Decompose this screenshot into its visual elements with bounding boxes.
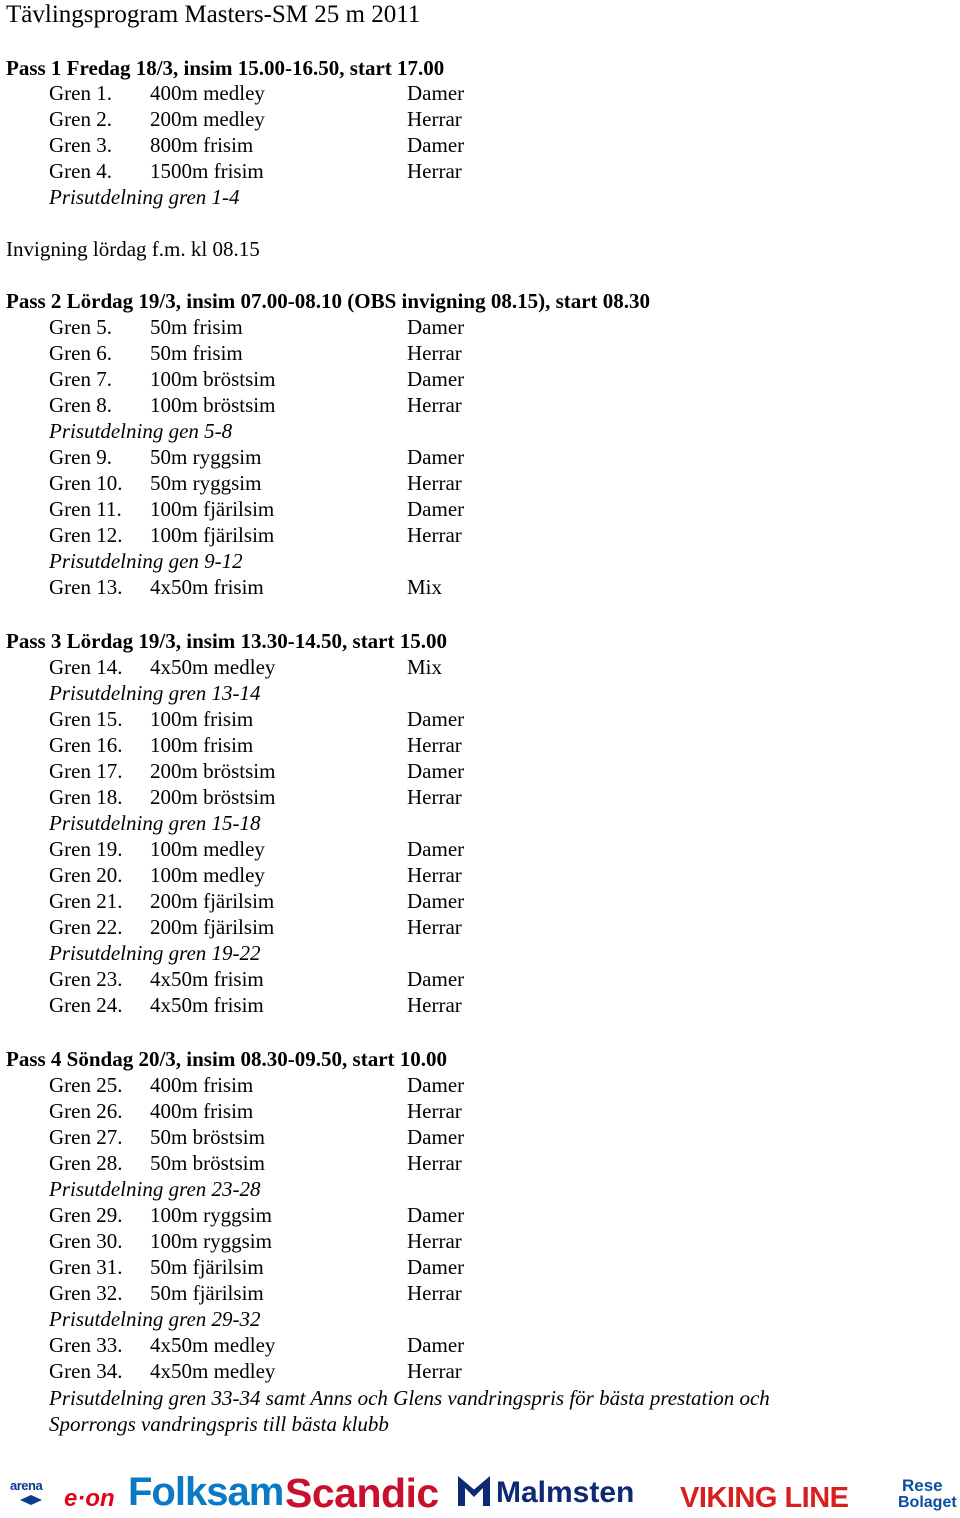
- event-number: Gren 31.: [49, 1255, 123, 1279]
- event-row: [0, 314, 960, 340]
- event-name: 50m bröstsim: [150, 1125, 265, 1149]
- event-number: Gren 25.: [49, 1073, 123, 1097]
- event-row: [0, 574, 960, 600]
- event-number: Gren 34.: [49, 1359, 123, 1383]
- event-category: Damer: [407, 315, 465, 339]
- event-row: [0, 654, 960, 680]
- eon-logo: e·on: [64, 1485, 115, 1512]
- event-number: Gren 11.: [49, 497, 122, 521]
- sponsor-logos: [0, 1470, 960, 1518]
- event-row: [0, 392, 960, 418]
- event-number: Gren 33.: [49, 1333, 123, 1357]
- event-number: Gren 3.: [49, 133, 112, 157]
- event-name: 4x50m frisim: [150, 575, 264, 599]
- event-number: Gren 5.: [49, 315, 112, 339]
- event-category: Damer: [407, 889, 465, 913]
- session-heading: [0, 1046, 960, 1072]
- event-name: 1500m frisim: [150, 159, 264, 183]
- award-text: Prisutdelning gren 23-28: [49, 1177, 261, 1201]
- event-number: Gren 26.: [49, 1099, 123, 1123]
- arena-diamond-icon: [20, 1495, 42, 1505]
- award-ceremony-line: [0, 810, 960, 836]
- event-number: Gren 16.: [49, 733, 123, 757]
- event-name: 100m medley: [150, 837, 265, 861]
- event-name: 4x50m medley: [150, 1333, 276, 1357]
- event-number: Gren 9.: [49, 445, 112, 469]
- heading-text: Pass 2 Lördag 19/3, insim 07.00-08.10 (OBS invigning 08.15), start 08.30: [6, 289, 651, 313]
- event-category: Damer: [407, 1125, 465, 1149]
- event-row: [0, 1124, 960, 1150]
- event-category: Mix: [407, 655, 443, 679]
- event-number: Gren 28.: [49, 1151, 123, 1175]
- malmsten-m-icon: [458, 1476, 490, 1506]
- event-row: [0, 914, 960, 940]
- event-name: 200m fjärilsim: [150, 915, 275, 939]
- event-category: Herrar: [407, 471, 462, 495]
- event-number: Gren 18.: [49, 785, 123, 809]
- event-number: Gren 32.: [49, 1281, 123, 1305]
- award-ceremony-line: [0, 680, 960, 706]
- event-number: Gren 4.: [49, 159, 112, 183]
- event-row: [0, 862, 960, 888]
- event-number: Gren 14.: [49, 655, 123, 679]
- event-number: Gren 12.: [49, 523, 123, 547]
- event-name: 200m fjärilsim: [150, 889, 275, 913]
- event-category: Damer: [407, 707, 465, 731]
- event-number: Gren 20.: [49, 863, 123, 887]
- event-category: Damer: [407, 759, 465, 783]
- event-row: [0, 1202, 960, 1228]
- event-category: Damer: [407, 1073, 465, 1097]
- heading-text: Pass 4 Söndag 20/3, insim 08.30-09.50, start 10.00: [6, 1047, 448, 1071]
- event-row: [0, 992, 960, 1018]
- event-number: Gren 13.: [49, 575, 123, 599]
- event-number: Gren 21.: [49, 889, 123, 913]
- session-heading: [0, 288, 960, 314]
- award-text: Prisutdelning gen 9-12: [49, 549, 243, 573]
- award-ceremony-line: [0, 418, 960, 444]
- event-row: [0, 1358, 960, 1384]
- award-text: Sporrongs vandringspris till bästa klubb: [49, 1412, 389, 1436]
- event-category: Damer: [407, 1203, 465, 1227]
- event-number: Gren 1.: [49, 81, 112, 105]
- event-number: Gren 17.: [49, 759, 123, 783]
- event-category: Herrar: [407, 159, 462, 183]
- event-name: 400m frisim: [150, 1073, 254, 1097]
- plain-text: Invigning lördag f.m. kl 08.15: [6, 237, 260, 261]
- event-name: 4x50m medley: [150, 655, 276, 679]
- event-row: [0, 496, 960, 522]
- event-name: 4x50m frisim: [150, 967, 264, 991]
- award-text: Prisutdelning gren 19-22: [49, 941, 261, 965]
- folksam-logo: Folksam: [128, 1470, 284, 1514]
- event-row: [0, 444, 960, 470]
- heading-text: Pass 1 Fredag 18/3, insim 15.00-16.50, start 17.00: [6, 56, 445, 80]
- award-ceremony-line: [0, 1411, 960, 1437]
- event-row: [0, 1072, 960, 1098]
- event-category: Damer: [407, 133, 465, 157]
- event-row: [0, 340, 960, 366]
- event-category: Herrar: [407, 785, 462, 809]
- session-heading: [0, 628, 960, 654]
- scandic-logo: Scandic: [285, 1470, 439, 1516]
- event-name: 50m frisim: [150, 341, 243, 365]
- event-row: [0, 784, 960, 810]
- award-text: Prisutdelning gren 33-34 samt Anns och Glens vandringspris för bästa prestation och: [49, 1386, 770, 1410]
- arena-logo: arena: [6, 1478, 60, 1518]
- event-row: [0, 888, 960, 914]
- event-name: 800m frisim: [150, 133, 254, 157]
- event-category: Mix: [407, 575, 443, 599]
- event-category: Damer: [407, 967, 465, 991]
- event-number: Gren 19.: [49, 837, 123, 861]
- session-heading: [0, 55, 960, 81]
- event-row: [0, 522, 960, 548]
- event-category: Damer: [407, 1255, 465, 1279]
- event-category: Herrar: [407, 393, 462, 417]
- award-ceremony-line: [0, 184, 960, 210]
- event-number: Gren 15.: [49, 707, 123, 731]
- event-name: 50m frisim: [150, 315, 243, 339]
- event-row: [0, 758, 960, 784]
- event-number: Gren 27.: [49, 1125, 123, 1149]
- event-name: 50m bröstsim: [150, 1151, 265, 1175]
- event-category: Herrar: [407, 1229, 462, 1253]
- page-title: Tävlingsprogram Masters-SM 25 m 2011: [6, 1, 421, 28]
- award-text: Prisutdelning gren 29-32: [49, 1307, 261, 1331]
- event-category: Herrar: [407, 993, 462, 1017]
- event-name: 100m ryggsim: [150, 1229, 272, 1253]
- event-category: Herrar: [407, 915, 462, 939]
- event-category: Herrar: [407, 1281, 462, 1305]
- event-name: 100m medley: [150, 863, 265, 887]
- event-category: Damer: [407, 497, 465, 521]
- award-text: Prisutdelning gren 13-14: [49, 681, 261, 705]
- event-row: [0, 836, 960, 862]
- event-name: 100m ryggsim: [150, 1203, 272, 1227]
- event-row: [0, 1332, 960, 1358]
- event-row: [0, 732, 960, 758]
- event-name: 4x50m frisim: [150, 993, 264, 1017]
- event-category: Damer: [407, 837, 465, 861]
- event-name: 400m medley: [150, 81, 265, 105]
- event-row: [0, 1254, 960, 1280]
- event-number: Gren 10.: [49, 471, 123, 495]
- info-line: [0, 236, 960, 262]
- event-row: [0, 706, 960, 732]
- award-ceremony-line: [0, 1306, 960, 1332]
- award-ceremony-line: [0, 548, 960, 574]
- event-category: Herrar: [407, 1099, 462, 1123]
- event-row: [0, 158, 960, 184]
- award-ceremony-line: [0, 1385, 960, 1411]
- event-name: 200m bröstsim: [150, 759, 276, 783]
- event-number: Gren 7.: [49, 367, 112, 391]
- event-name: 50m fjärilsim: [150, 1255, 264, 1279]
- event-number: Gren 24.: [49, 993, 123, 1017]
- event-category: Damer: [407, 367, 465, 391]
- event-name: 100m fjärilsim: [150, 523, 275, 547]
- event-name: 50m ryggsim: [150, 471, 262, 495]
- event-name: 200m medley: [150, 107, 265, 131]
- event-category: Damer: [407, 81, 465, 105]
- event-name: 50m fjärilsim: [150, 1281, 264, 1305]
- event-name: 100m frisim: [150, 707, 254, 731]
- event-row: [0, 966, 960, 992]
- award-ceremony-line: [0, 940, 960, 966]
- event-row: [0, 1228, 960, 1254]
- event-row: [0, 470, 960, 496]
- event-category: Herrar: [407, 341, 462, 365]
- event-row: [0, 106, 960, 132]
- viking-line-logo: VIKING LINE: [680, 1482, 849, 1514]
- resebolaget-logo: Rese Bolaget: [898, 1476, 957, 1511]
- event-row: [0, 366, 960, 392]
- event-category: Herrar: [407, 1151, 462, 1175]
- event-category: Herrar: [407, 733, 462, 757]
- event-number: Gren 2.: [49, 107, 112, 131]
- award-text: Prisutdelning gren 1-4: [49, 185, 240, 209]
- event-number: Gren 8.: [49, 393, 112, 417]
- event-category: Damer: [407, 445, 465, 469]
- event-row: [0, 1280, 960, 1306]
- event-category: Herrar: [407, 863, 462, 887]
- event-name: 100m frisim: [150, 733, 254, 757]
- event-number: Gren 6.: [49, 341, 112, 365]
- event-name: 50m ryggsim: [150, 445, 262, 469]
- event-category: Herrar: [407, 523, 462, 547]
- event-row: [0, 1150, 960, 1176]
- event-name: 100m bröstsim: [150, 393, 276, 417]
- event-name: 100m bröstsim: [150, 367, 276, 391]
- event-number: Gren 30.: [49, 1229, 123, 1253]
- event-row: [0, 80, 960, 106]
- event-number: Gren 23.: [49, 967, 123, 991]
- event-number: Gren 29.: [49, 1203, 123, 1227]
- award-text: Prisutdelning gren 15-18: [49, 811, 261, 835]
- event-name: 100m fjärilsim: [150, 497, 275, 521]
- award-ceremony-line: [0, 1176, 960, 1202]
- event-name: 4x50m medley: [150, 1359, 276, 1383]
- event-name: 400m frisim: [150, 1099, 254, 1123]
- event-category: Damer: [407, 1333, 465, 1357]
- malmsten-logo: Malmsten: [458, 1476, 634, 1510]
- event-number: Gren 22.: [49, 915, 123, 939]
- event-category: Herrar: [407, 107, 462, 131]
- heading-text: Pass 3 Lördag 19/3, insim 13.30-14.50, start 15.00: [6, 629, 447, 653]
- event-row: [0, 132, 960, 158]
- event-name: 200m bröstsim: [150, 785, 276, 809]
- event-category: Herrar: [407, 1359, 462, 1383]
- event-row: [0, 1098, 960, 1124]
- award-text: Prisutdelning gen 5-8: [49, 419, 233, 443]
